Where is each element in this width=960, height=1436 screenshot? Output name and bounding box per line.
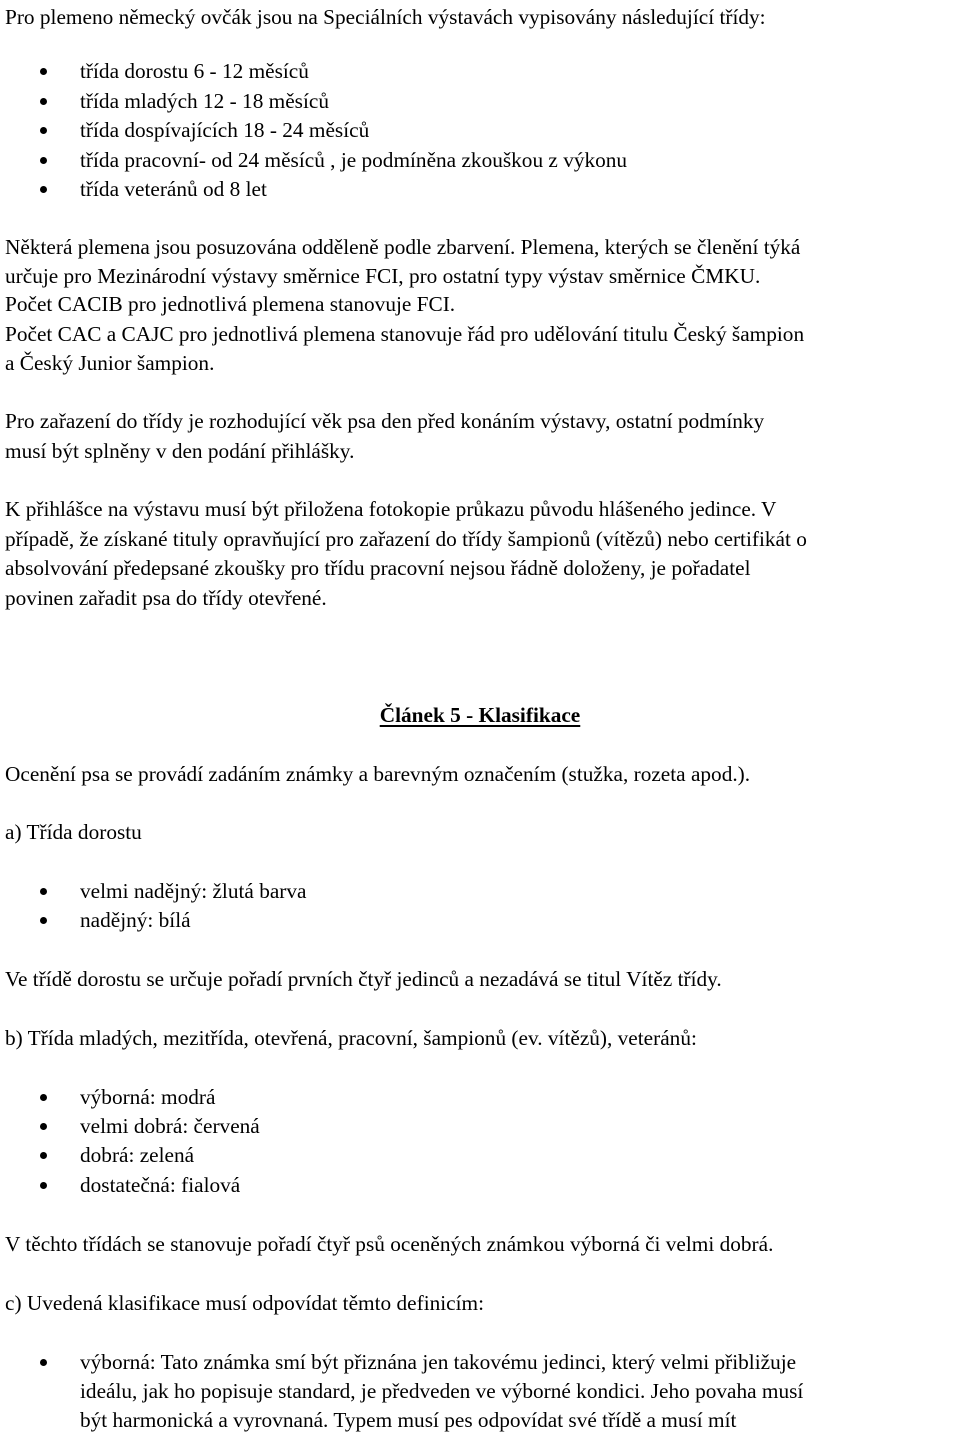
bullet-icon: [40, 917, 47, 924]
list-item-line: ideálu, jak ho popisuje standard, je předveden ve výborné kondici. Jeho povaha musí: [80, 1379, 804, 1403]
list-item-line: výborná: Tato známka smí být přiznána jen takovému jedinci, který velmi přibližuje: [80, 1350, 797, 1374]
text-line: absolvování předepsané zkoušky pro třídu pracovní nejsou řádně doloženy, je pořadatel: [5, 556, 751, 580]
section-title: c) Uvedená klasifikace musí odpovídat těmto definicím:: [5, 1291, 485, 1315]
classification-intro: Ocenění psa se provádí zadáním známky a barevným označením (stužka, rozeta apod.).: [5, 762, 751, 786]
text-line: musí být splněny v den podání přihlášky.: [5, 439, 355, 463]
section-note: V těchto třídách se stanovuje pořadí čtyř psů oceněných známkou výborná či velmi dobrá.: [5, 1232, 774, 1256]
list-item: třída dospívajících 18 - 24 měsíců: [80, 118, 370, 142]
article-heading: Článek 5 - Klasifikace: [379, 703, 581, 727]
list-item: velmi dobrá: červená: [80, 1114, 260, 1138]
list-item: třída veteránů od 8 let: [80, 177, 267, 201]
list-item: třída mladých 12 - 18 měsíců: [80, 89, 329, 113]
bullet-icon: [40, 98, 47, 105]
bullet-icon: [40, 1152, 47, 1159]
bullet-icon: [40, 1094, 47, 1101]
text-line: případě, že získané tituly opravňující pro zařazení do třídy šampionů (vítězů) nebo certifikát o: [5, 527, 807, 551]
section-note: Ve třídě dorostu se určuje pořadí prvních čtyř jedinců a nezadává se titul Vítěz třídy.: [5, 967, 722, 991]
text-line: povinen zařadit psa do třídy otevřené.: [5, 586, 327, 610]
intro-line: Pro plemeno německý ovčák jsou na Speciálních výstavách vypisovány následující třídy:: [5, 5, 766, 29]
list-item: dostatečná: fialová: [80, 1173, 241, 1197]
list-item: třída dorostu 6 - 12 měsíců: [80, 59, 309, 83]
text-line: Počet CAC a CAJC pro jednotlivá plemena stanovuje řád pro udělování titulu Český šampion: [5, 322, 805, 346]
bullet-icon: [40, 1182, 47, 1189]
list-item: nadějný: bílá: [80, 908, 191, 932]
bullet-icon: [40, 157, 47, 164]
text-line: Některá plemena jsou posuzována odděleně podle zbarvení. Plemena, kterých se členění týká: [5, 235, 801, 259]
text-line: určuje pro Mezinárodní výstavy směrnice FCI, pro ostatní typy výstav směrnice ČMKU.: [5, 264, 761, 288]
text-line: Počet CACIB pro jednotlivá plemena stanovuje FCI.: [5, 292, 456, 316]
section-title: a) Třída dorostu: [5, 820, 142, 844]
bullet-icon: [40, 127, 47, 134]
section-title: b) Třída mladých, mezitřída, otevřená, pracovní, šampionů (ev. vítězů), veteránů:: [5, 1026, 697, 1050]
list-item: třída pracovní- od 24 měsíců , je podmíněna zkouškou z výkonu: [80, 148, 628, 172]
text-line: K přihlášce na výstavu musí být přiložena fotokopie průkazu původu hlášeného jedince. V: [5, 497, 777, 521]
list-item: výborná: modrá: [80, 1085, 216, 1109]
bullet-icon: [40, 186, 47, 193]
text-line: a Český Junior šampion.: [5, 351, 215, 375]
list-item: velmi nadějný: žlutá barva: [80, 879, 307, 903]
bullet-icon: [40, 68, 47, 75]
text-line: Pro zařazení do třídy je rozhodující věk psa den před konáním výstavy, ostatní podmínky: [5, 409, 765, 433]
bullet-icon: [40, 1123, 47, 1130]
bullet-icon: [40, 888, 47, 895]
list-item-line: být harmonická a vyrovnaná. Typem musí pes odpovídat své třídě a musí mít: [80, 1408, 737, 1432]
list-item: dobrá: zelená: [80, 1143, 195, 1167]
bullet-icon: [40, 1359, 47, 1366]
